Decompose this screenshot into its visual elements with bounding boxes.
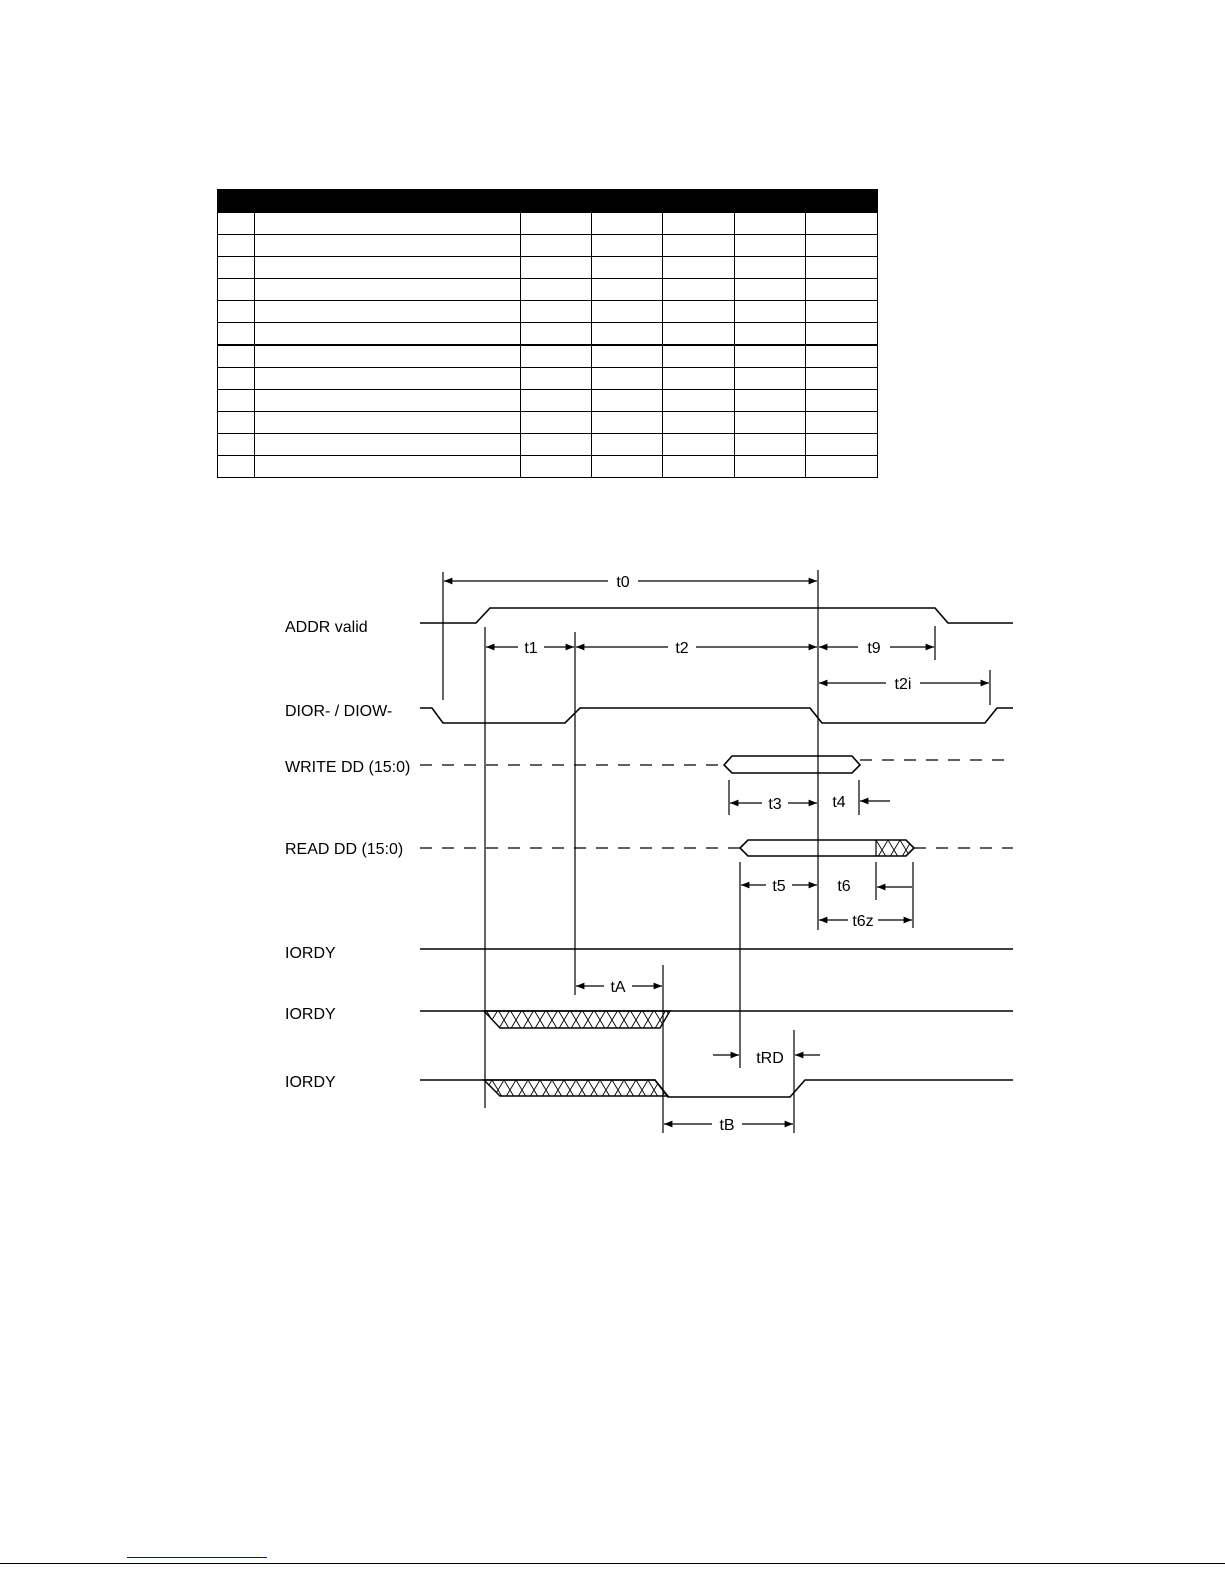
footer-link-underline[interactable] xyxy=(127,1557,267,1558)
timing-label-t9: t9 xyxy=(867,640,881,657)
timing-label-t6: t6 xyxy=(837,878,851,895)
signal-label-iordy-3: IORDY xyxy=(285,1074,336,1091)
signal-label-read-dd: READ DD (15:0) xyxy=(285,841,404,858)
signal-label-addr-valid: ADDR valid xyxy=(285,619,368,636)
timing-label-t0: t0 xyxy=(616,574,630,591)
waveform-read-dd xyxy=(420,840,1013,856)
waveform-addr-valid xyxy=(420,608,1013,623)
timing-label-t2i: t2i xyxy=(894,676,912,693)
timing-label-t4: t4 xyxy=(832,794,846,811)
timing-label-t5: t5 xyxy=(772,878,786,895)
timing-label-tA: tA xyxy=(610,979,626,996)
timing-label-tB: tB xyxy=(719,1117,735,1134)
waveform-write-dd xyxy=(420,756,1013,773)
waveform-dior-diow xyxy=(420,708,1013,723)
signal-label-iordy-1: IORDY xyxy=(285,945,336,962)
timing-label-t3: t3 xyxy=(768,796,782,813)
timing-label-t1: t1 xyxy=(524,640,538,657)
footer-rule xyxy=(0,1563,1225,1564)
waveform-iordy-3 xyxy=(420,1080,1013,1097)
timing-label-tRD: tRD xyxy=(756,1050,784,1067)
waveform-iordy-2 xyxy=(420,1011,1013,1028)
signal-label-iordy-2: IORDY xyxy=(285,1006,336,1023)
signal-label-write-dd: WRITE DD (15:0) xyxy=(285,759,411,776)
signal-label-dior-diow: DIOR- / DIOW- xyxy=(285,703,393,720)
timing-label-t6z: t6z xyxy=(852,913,874,930)
timing-label-t2: t2 xyxy=(675,640,689,657)
